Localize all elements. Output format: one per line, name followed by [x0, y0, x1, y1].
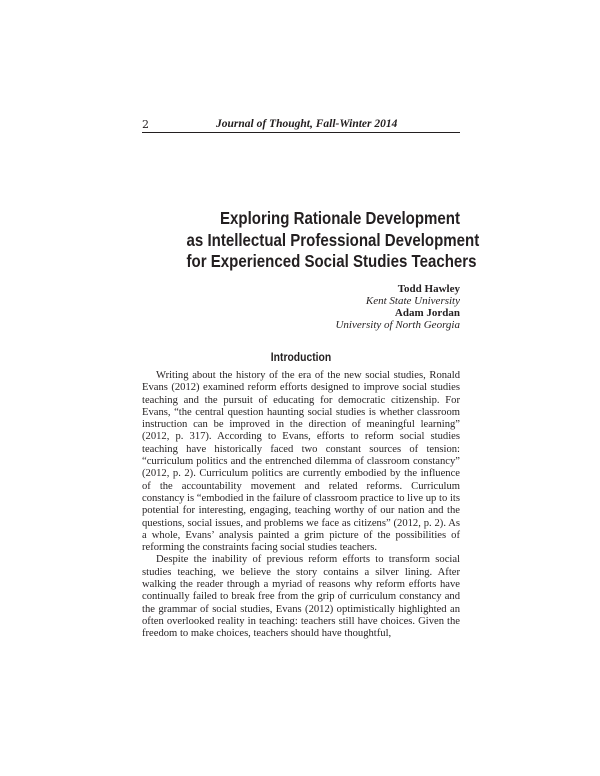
journal-name: Journal of Thought, Fall-Winter 2014 — [216, 118, 398, 130]
title-line: as Intellectual Professional Development — [186, 229, 480, 250]
header-rule — [142, 132, 460, 133]
running-head — [142, 118, 460, 132]
author-affiliation: Kent State University — [365, 295, 460, 307]
author-affiliation: University of North Georgia — [335, 319, 460, 331]
article-title — [186, 208, 480, 273]
author-name: Adam Jordan — [394, 307, 460, 319]
section-heading: Introduction — [270, 352, 332, 364]
title-line: Exploring Rationale Development — [219, 208, 460, 228]
paragraph: Despite the inability of previous reform efforts to transform social studies teaching, we believe the story contains a silver lining. After walking the reader through a myriad of reasons why reform efforts have continually failed to break free from the grip of curriculum constancy and the grammar of social studies, Evans (2012) optimistically highlighted an often overlooked reality in teaching: teachers still have choices. Given the freedom to make choices, teachers should have thoughtful, — [142, 554, 460, 640]
paragraph: Writing about the history of the era of the new social studies, Ronald Evans (2012) examined reform efforts designed to improve social studies teaching and the pursuit of educating for democratic citizenship. For Evans, “the central question haunting social studies is whether classroom instruction can be improved in the direction of meaningful learning” (2012, p. 317). According to Evans, efforts to reform social studies teaching have historically faced two constant sources of tension: “curriculum politics and the entrenched dilemma of classroom constancy” (2012, p. 2). Curriculum politics are currently embodied by the influence of the accountability movement and related reforms. Curriculum constancy is “embodied in the failure of classroom practice to live up to its potential for interesting, engaging, teaching worthy of our nation and the questions, social issues, and problems we face as citizens” (2012, p. 2). As a whole, Evans’ analysis painted a grim picture of the possibilities of reforming the constraints facing social studies teachers. — [142, 370, 460, 554]
author-name: Todd Hawley — [397, 283, 460, 295]
title-line: for Experienced Social Studies Teachers — [186, 251, 477, 271]
page-number: 2 — [142, 118, 149, 131]
byline — [142, 283, 460, 331]
body-text — [142, 370, 460, 641]
